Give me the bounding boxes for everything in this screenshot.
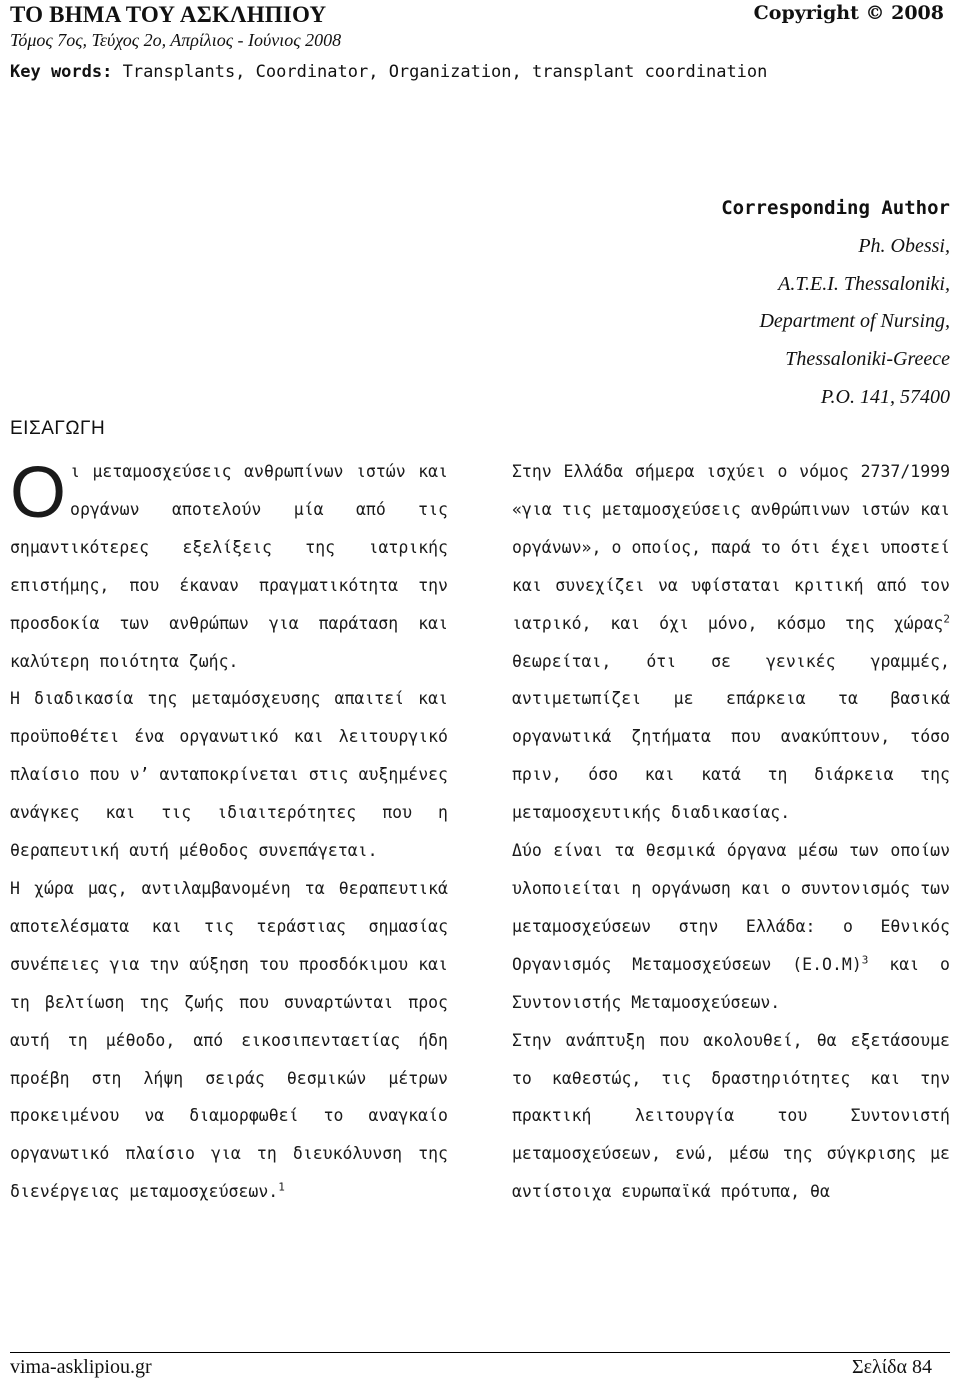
- corresponding-author-block: [530, 190, 950, 417]
- right-paragraph-1: [512, 453, 950, 832]
- right-column: [512, 453, 950, 1211]
- left-column: [10, 453, 448, 1211]
- copyright-notice: Copyright © 2008: [753, 2, 944, 24]
- left-paragraph-1: [10, 453, 448, 680]
- footer-page-number: Σελίδα 84: [851, 1356, 932, 1378]
- right-paragraph-2: [512, 832, 950, 1022]
- footnote-ref-3[interactable]: 3: [861, 953, 869, 967]
- left-paragraph-1-text: ι μεταμοσχεύσεις ανθρωπίνων ιστών και οργάνων αποτελούν μία από τις σημαντικότερες εξελίξεις της ιατρικής επιστήμης, που έκαναν πραγματικότητα την προσδοκία των ανθρώπων για παράταση και καλύτερη ποιότητα ζωής.: [10, 462, 448, 671]
- right-paragraph-2-text-b: και ο Συντονιστής Μεταμοσχεύσεων.: [512, 954, 950, 1012]
- right-paragraph-2-text-a: Δύο είναι τα θεσμικά όργανα μέσω των οποίων υλοποιείται η οργάνωση και ο συντονισμός των μεταμοσχεύσεων στην Ελλάδα: ο Εθνικός Οργανισμός Μεταμοσχεύσεων (Ε.Ο.Μ): [512, 841, 950, 974]
- author-department: Department of Nursing,: [759, 310, 950, 333]
- left-paragraph-3: [10, 870, 448, 1211]
- issue-info: Τόμος 7ος, Τεύχος 2ο, Απρίλιος - Ιούνιος 2008: [10, 30, 342, 50]
- left-paragraph-3-text: Η χώρα μας, αντιλαμβανομένη τα θεραπευτικά αποτελέσματα και τις τεράστιας σημασίας συνέπειες για την αύξηση του προσδόκιμου και τη βελτίωση της ζωής που συναρτώνται προς αυτή τη μέθοδο, από εικοσιπενταετίας ήδη προέβη στη λήψη σειράς θεσμικών μέτρων προκειμένου να διαμορφωθεί το αναγκαίο οργανωτικό πλαίσιο για τη διευκόλυνση της διενέργειας μεταμοσχεύσεων.: [10, 878, 448, 1202]
- keywords-line: [10, 62, 767, 82]
- corresponding-author-heading: Corresponding Author: [721, 197, 950, 219]
- dropcap-letter: Ο: [10, 453, 67, 533]
- left-paragraph-2: Η διαδικασία της μεταμόσχευσης απαιτεί και προϋποθέτει ένα οργανωτικό και λειτουργικό πλαίσιο που ν’ ανταποκρίνεται στις αυξημένες ανάγκες και τις ιδιαιτερότητες που η θεραπευτική αυτή μέθοδος συνεπάγεται.: [10, 689, 448, 861]
- footnote-ref-2[interactable]: 2: [943, 612, 950, 626]
- footer-divider: [10, 1352, 950, 1353]
- keywords-text: Transplants, Coordinator, Organization, transplant coordination: [112, 62, 768, 82]
- author-postal: P.O. 141, 57400: [820, 385, 950, 408]
- author-name: Ph. Obessi,: [858, 234, 950, 257]
- journal-title: ΤΟ ΒΗΜΑ ΤΟΥ ΑΣΚΛΗΠΙΟΥ: [10, 2, 327, 27]
- right-paragraph-1-text-a: Στην Ελλάδα σήμερα ισχύει ο νόμος 2737/1999 «για τις μεταμοσχεύσεις ανθρώπινων ιστών και οργάνων», ο οποίος, παρά το ότι έχει υποστεί και συνεχίζει να υφίσταται κριτική από τον ιατρικό, και όχι μόνο, κόσμο της χώρας: [512, 462, 950, 633]
- author-institution: A.T.E.I. Thessaloniki,: [778, 272, 950, 295]
- footer-site-link[interactable]: vima-asklipiou.gr: [10, 1356, 152, 1378]
- right-paragraph-3: Στην ανάπτυξη που ακολουθεί, θα εξετάσουμε το καθεστώς, τις δραστηριότητες και την πρακτική λειτουργία του Συντονιστή μεταμοσχεύσεων, ενώ, μέσω της σύγκρισης με αντίστοιχα ευρωπαϊκά πρότυπα, θα: [512, 1030, 950, 1202]
- right-paragraph-1-text-b: θεωρείται, ότι σε γενικές γραμμές, αντιμετωπίζει με επάρκεια τα βασικά οργανωτικά ζητήματα που ανακύπτουν, τόσο πριν, όσο και κατά τη διάρκεια της μεταμοσχευτικής διαδικασίας.: [512, 651, 950, 823]
- author-city: Thessaloniki-Greece: [785, 348, 950, 371]
- section-heading-introduction: ΕΙΣΑΓΩΓΗ: [10, 418, 106, 439]
- keywords-label: Key words:: [10, 62, 113, 82]
- footnote-ref-1[interactable]: 1: [278, 1180, 285, 1194]
